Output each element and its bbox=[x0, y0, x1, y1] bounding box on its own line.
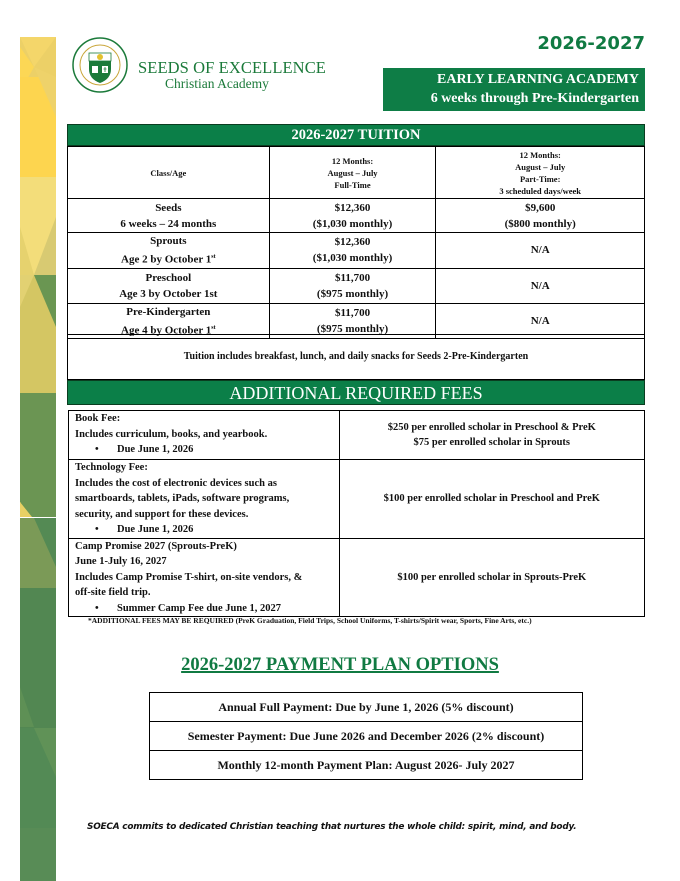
tuition-note: Tuition includes breakfast, lunch, and daily snacks for Seeds 2-Pre-Kindergarten bbox=[67, 334, 645, 380]
bullet-icon: • bbox=[95, 524, 99, 535]
tuition-table bbox=[67, 146, 645, 339]
part-time-monthly: ($800 monthly) bbox=[504, 217, 576, 230]
program-banner bbox=[383, 68, 645, 111]
fee-row-camp-promise bbox=[69, 538, 645, 617]
part-time-na: N/A bbox=[436, 233, 645, 269]
tuition-header-row bbox=[68, 147, 645, 199]
column-header-full-time: 12 Months: August – July Full-Time bbox=[269, 147, 436, 199]
bullet-icon: • bbox=[95, 602, 99, 614]
full-time-price: $12,360 bbox=[334, 201, 371, 214]
fee-row-technology bbox=[69, 460, 645, 539]
tuition-row-preschool bbox=[68, 268, 645, 303]
tuition-title: 2026-2027 TUITION bbox=[67, 124, 645, 146]
fee-description: Camp Promise 2027 (Sprouts-PreK) June 1-July 16, 2027 Includes Camp Promise T-shirt, on-site vendors, & off-site field trip. • Summer Camp Fee due June 1, 2027 bbox=[69, 538, 340, 617]
full-time-monthly: ($1,030 monthly) bbox=[312, 217, 393, 230]
class-age: Age 3 by October 1st bbox=[119, 287, 218, 300]
payment-option-semester: Semester Payment: Due June 2026 and December 2026 (2% discount) bbox=[150, 722, 583, 751]
tuition-row-seeds bbox=[68, 199, 645, 233]
full-time-price: $12,360 bbox=[334, 236, 371, 249]
fee-amount: $100 per enrolled scholar in Sprouts-PreK bbox=[339, 538, 644, 617]
class-name: Seeds bbox=[155, 201, 182, 214]
class-age: 6 weeks – 24 months bbox=[120, 217, 217, 230]
class-age: Age 2 by October 1st bbox=[121, 253, 216, 266]
column-header-part-time: 12 Months: August – July Part-Time: 3 scheduled days/week bbox=[436, 147, 645, 199]
fee-description: Book Fee: Includes curriculum, books, and yearbook. • Due June 1, 2026 bbox=[69, 411, 340, 460]
program-subtitle: 6 weeks through Pre-Kindergarten bbox=[430, 91, 639, 106]
payment-title: 2026-2027 PAYMENT PLAN OPTIONS bbox=[181, 655, 499, 675]
class-name: Pre-Kindergarten bbox=[126, 305, 211, 318]
bullet-icon: • bbox=[95, 444, 99, 455]
class-age: Age 4 by October 1st bbox=[121, 324, 216, 337]
full-time-price: $11,700 bbox=[334, 271, 371, 284]
class-name: Preschool bbox=[145, 271, 192, 284]
fees-table bbox=[68, 410, 645, 617]
class-name: Sprouts bbox=[150, 235, 187, 247]
fee-amount: $250 per enrolled scholar in Preschool & PreK $75 per enrolled scholar in Sprouts bbox=[339, 411, 644, 460]
column-header-class-age: Class/Age bbox=[68, 147, 270, 199]
school-name: SEEDS OF EXCELLENCE bbox=[138, 58, 326, 77]
school-subtitle: Christian Academy bbox=[165, 76, 269, 91]
part-time-na: N/A bbox=[436, 268, 645, 303]
fees-footnote: *ADDITIONAL FEES MAY BE REQUIRED (PreK Graduation, Field Trips, School Uniforms, T-shirts/Spirit wear, Sports, Fine Arts, etc.) bbox=[88, 616, 532, 625]
school-crest-logo bbox=[72, 37, 128, 93]
full-time-monthly: ($975 monthly) bbox=[316, 322, 389, 335]
decorative-side-strip bbox=[20, 37, 56, 881]
part-time-price: $9,600 bbox=[525, 201, 556, 214]
fee-description: Technology Fee: Includes the cost of electronic devices such as smartboards, tablets, iPads, software programs, security, and support for these devices. • Due June 1, 2026 bbox=[69, 460, 340, 539]
fees-title: ADDITIONAL REQUIRED FEES bbox=[67, 380, 645, 405]
school-year: 2026-2027 bbox=[537, 33, 645, 54]
program-title: EARLY LEARNING ACADEMY bbox=[437, 72, 639, 87]
payment-options-table bbox=[149, 692, 583, 780]
mission-statement: SOECA commits to dedicated Christian teaching that nurtures the whole child: spirit, mind, and body. bbox=[87, 822, 577, 832]
full-time-price: $11,700 bbox=[334, 306, 371, 319]
fee-amount: $100 per enrolled scholar in Preschool and PreK bbox=[339, 460, 644, 539]
tuition-row-sprouts bbox=[68, 233, 645, 269]
full-time-monthly: ($1,030 monthly) bbox=[312, 252, 393, 265]
full-time-monthly: ($975 monthly) bbox=[316, 287, 389, 300]
payment-option-monthly: Monthly 12-month Payment Plan: August 2026- July 2027 bbox=[150, 751, 583, 780]
part-time-na: N/A bbox=[436, 303, 645, 339]
payment-option-annual: Annual Full Payment: Due by June 1, 2026 (5% discount) bbox=[150, 693, 583, 722]
fee-row-book bbox=[69, 411, 645, 460]
